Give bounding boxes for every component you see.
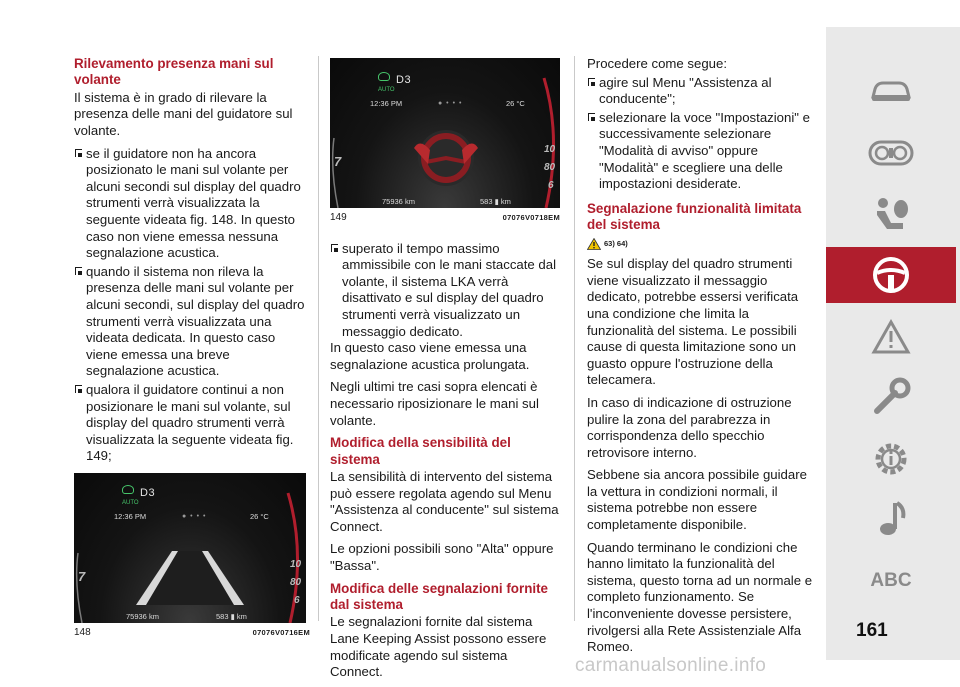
sidebar-item-multimedia[interactable] [826, 491, 956, 547]
warning-refs: 63) 64) [604, 238, 628, 248]
bullet-item: qualora il guidatore continui a non posizionare le mani sul volante, sul display del quadro strumenti verrà visualizzata la seguente videata fig. 149; [74, 382, 310, 465]
gear-info-icon [871, 439, 911, 479]
warning-icon [871, 319, 911, 355]
figure-148 [74, 473, 310, 642]
odometer: 75936 km [382, 197, 415, 206]
right-gauge-number: 10 [544, 144, 556, 155]
paragraph: Le segnalazioni fornite dal sistema Lane Keeping Assist possono essere modificate agendo sul sistema Connect. [330, 614, 547, 680]
figure-number: 148 [74, 626, 91, 638]
bullet-item: selezionare la voce "Impostazioni" e successivamente selezionare "Modalità di avviso" oppure "Modalità" e scegliere una delle impostazioni desiderate. [587, 110, 819, 193]
page-dots: ● • • • [438, 100, 463, 107]
page-dots: ● • • • [182, 512, 207, 520]
sidebar-item-gauges[interactable] [826, 125, 956, 181]
page-number: 161 [856, 620, 888, 641]
sidebar-item-maintenance[interactable] [826, 431, 956, 487]
figure-caption [330, 210, 560, 227]
clock: 12:36 PM [114, 511, 147, 521]
figure-number: 149 [330, 212, 347, 223]
figure-149 [330, 58, 560, 227]
sidebar-item-safety[interactable] [826, 187, 956, 243]
sidebar-item-driving[interactable] [826, 247, 956, 303]
figure-code: 07076V0716EM [252, 627, 310, 637]
range-value: 583 [216, 611, 229, 621]
paragraph: Procedere come segue: [587, 56, 728, 71]
paragraph: In caso di indicazione di ostruzione pulire la zona del parabrezza in corrispondenza dello specchio retrovisore interno. [587, 394, 792, 460]
bullet-item: agire sul Menu "Assistenza al conducente"; [587, 75, 819, 108]
steering-wheel-icon [871, 255, 911, 295]
paragraph: Le opzioni possibili sono "Alta" oppure "Bassa". [330, 541, 554, 573]
airbag-icon [871, 197, 911, 233]
paragraph: Se sul display del quadro strumenti viene visualizzato il messaggio dedicato, potrebbe essersi verificata una condizione che limita la funzionalità del sistema. Le possibili cause di questa limitazione sono un guasto oppure l'ostruzione della telecamera. [587, 256, 799, 388]
hands-on-wheel-graphic [330, 58, 560, 208]
warning-triangle-icon [587, 238, 601, 250]
sidebar-item-car[interactable] [826, 63, 956, 119]
music-icon [873, 500, 909, 538]
gauges-icon [868, 140, 914, 166]
range-unit: km [500, 197, 511, 206]
column-1 [74, 56, 310, 641]
bullet-item: quando il sistema non rileva la presenza delle mani sul volante per alcuni secondi, sul display del quadro strumenti verrà visualizzata una videata dedicata. In questo caso viene emessa una breve segnalazione acustica. [74, 264, 310, 380]
left-gauge-number: 7 [334, 154, 342, 169]
figure-code: 07076V0718EM [502, 213, 560, 222]
section-heading-signals: Modifica delle segnalazioni fornite dal sistema [330, 580, 549, 612]
paragraph: Negli ultimi tre casi sopra elencati è necessario riposizionare le mani sul volante. [330, 379, 539, 428]
odometer: 75936 km [126, 611, 159, 621]
sidebar-item-index[interactable] [826, 553, 956, 609]
temperature: 26 °C [506, 99, 525, 108]
sidebar-item-emergency[interactable] [826, 369, 956, 425]
temperature: 26 °C [250, 511, 269, 521]
range [216, 609, 247, 623]
range-unit: km [236, 611, 247, 621]
left-gauge-number: 7 [78, 568, 86, 584]
paragraph: Sebbene sia ancora possibile guidare la vettura in condizioni normali, il sistema potrebbe non essere completamente disponibile. [587, 467, 807, 533]
auto-label: AUTO [122, 499, 139, 506]
paragraph: Quando terminano le condizioni che hanno limitato la funzionalità del sistema, questo torna ad un normale e completo funzionamento. Se l'inconveniente dovesse persistere, rivolgersi alla Rete Assistenziale Alfa Romeo. [587, 539, 813, 655]
abc-icon: ABC [870, 570, 912, 591]
range-value: 583 [480, 197, 493, 206]
column-divider [318, 56, 319, 621]
gear-indicator: D3 [140, 486, 156, 499]
figure-caption [74, 625, 310, 642]
section-heading-limited-function: Segnalazione funzionalità limitata del sistema [587, 200, 802, 233]
range [480, 194, 511, 208]
right-gauge-number: 6 [294, 594, 300, 606]
bullet-item: superato il tempo massimo ammissibile con le mani staccate dal volante, il sistema LKA verrà disattivato e sul display del quadro strumenti verrà visualizzato un messaggio dedicato. [330, 241, 560, 341]
lane-lines-graphic [74, 473, 306, 623]
gear-indicator: D3 [396, 74, 412, 86]
auto-label: AUTO [378, 87, 395, 93]
right-gauge-number: 6 [548, 180, 554, 191]
fuel-icon: ▮ [230, 611, 235, 621]
column-divider [574, 56, 575, 621]
warning-reference [587, 236, 628, 253]
paragraph: Il sistema è in grado di rilevare la presenza delle mani del guidatore sul volante. [74, 89, 293, 138]
fuel-icon: ▮ [494, 197, 499, 206]
column-3 [587, 56, 819, 662]
sidebar-item-warnings[interactable] [826, 309, 956, 365]
right-gauge-number: 10 [290, 558, 302, 570]
chapter-sidebar [826, 27, 960, 660]
bullet-item: se il guidatore non ha ancora posizionato le mani sul volante per alcuni secondi sul display del quadro strumenti verrà visualizzata la seguente videata fig. 148. In questo caso non viene emessa nessuna segnalazione acustica. [74, 146, 310, 262]
paragraph: In questo caso viene emessa una segnalazione acustica prolungata. [330, 340, 530, 372]
right-gauge-number: 80 [290, 576, 302, 588]
watermark: carmanualsonline.info [575, 655, 767, 676]
paragraph: La sensibilità di intervento del sistema può essere regolata agendo sul Menu "Assistenza al conducente" sul sistema Connect. [330, 468, 559, 534]
car-icon [869, 77, 913, 105]
wrench-icon [871, 377, 911, 417]
column-2 [330, 58, 560, 687]
clock: 12:36 PM [370, 99, 403, 108]
right-gauge-number: 80 [544, 162, 556, 173]
dashboard-image-149 [330, 58, 560, 208]
section-heading-sensitivity: Modifica della sensibilità del sistema [330, 435, 511, 467]
dashboard-image-148 [74, 473, 306, 623]
section-heading-hands-detection: Rilevamento presenza mani sul volante [74, 56, 274, 88]
